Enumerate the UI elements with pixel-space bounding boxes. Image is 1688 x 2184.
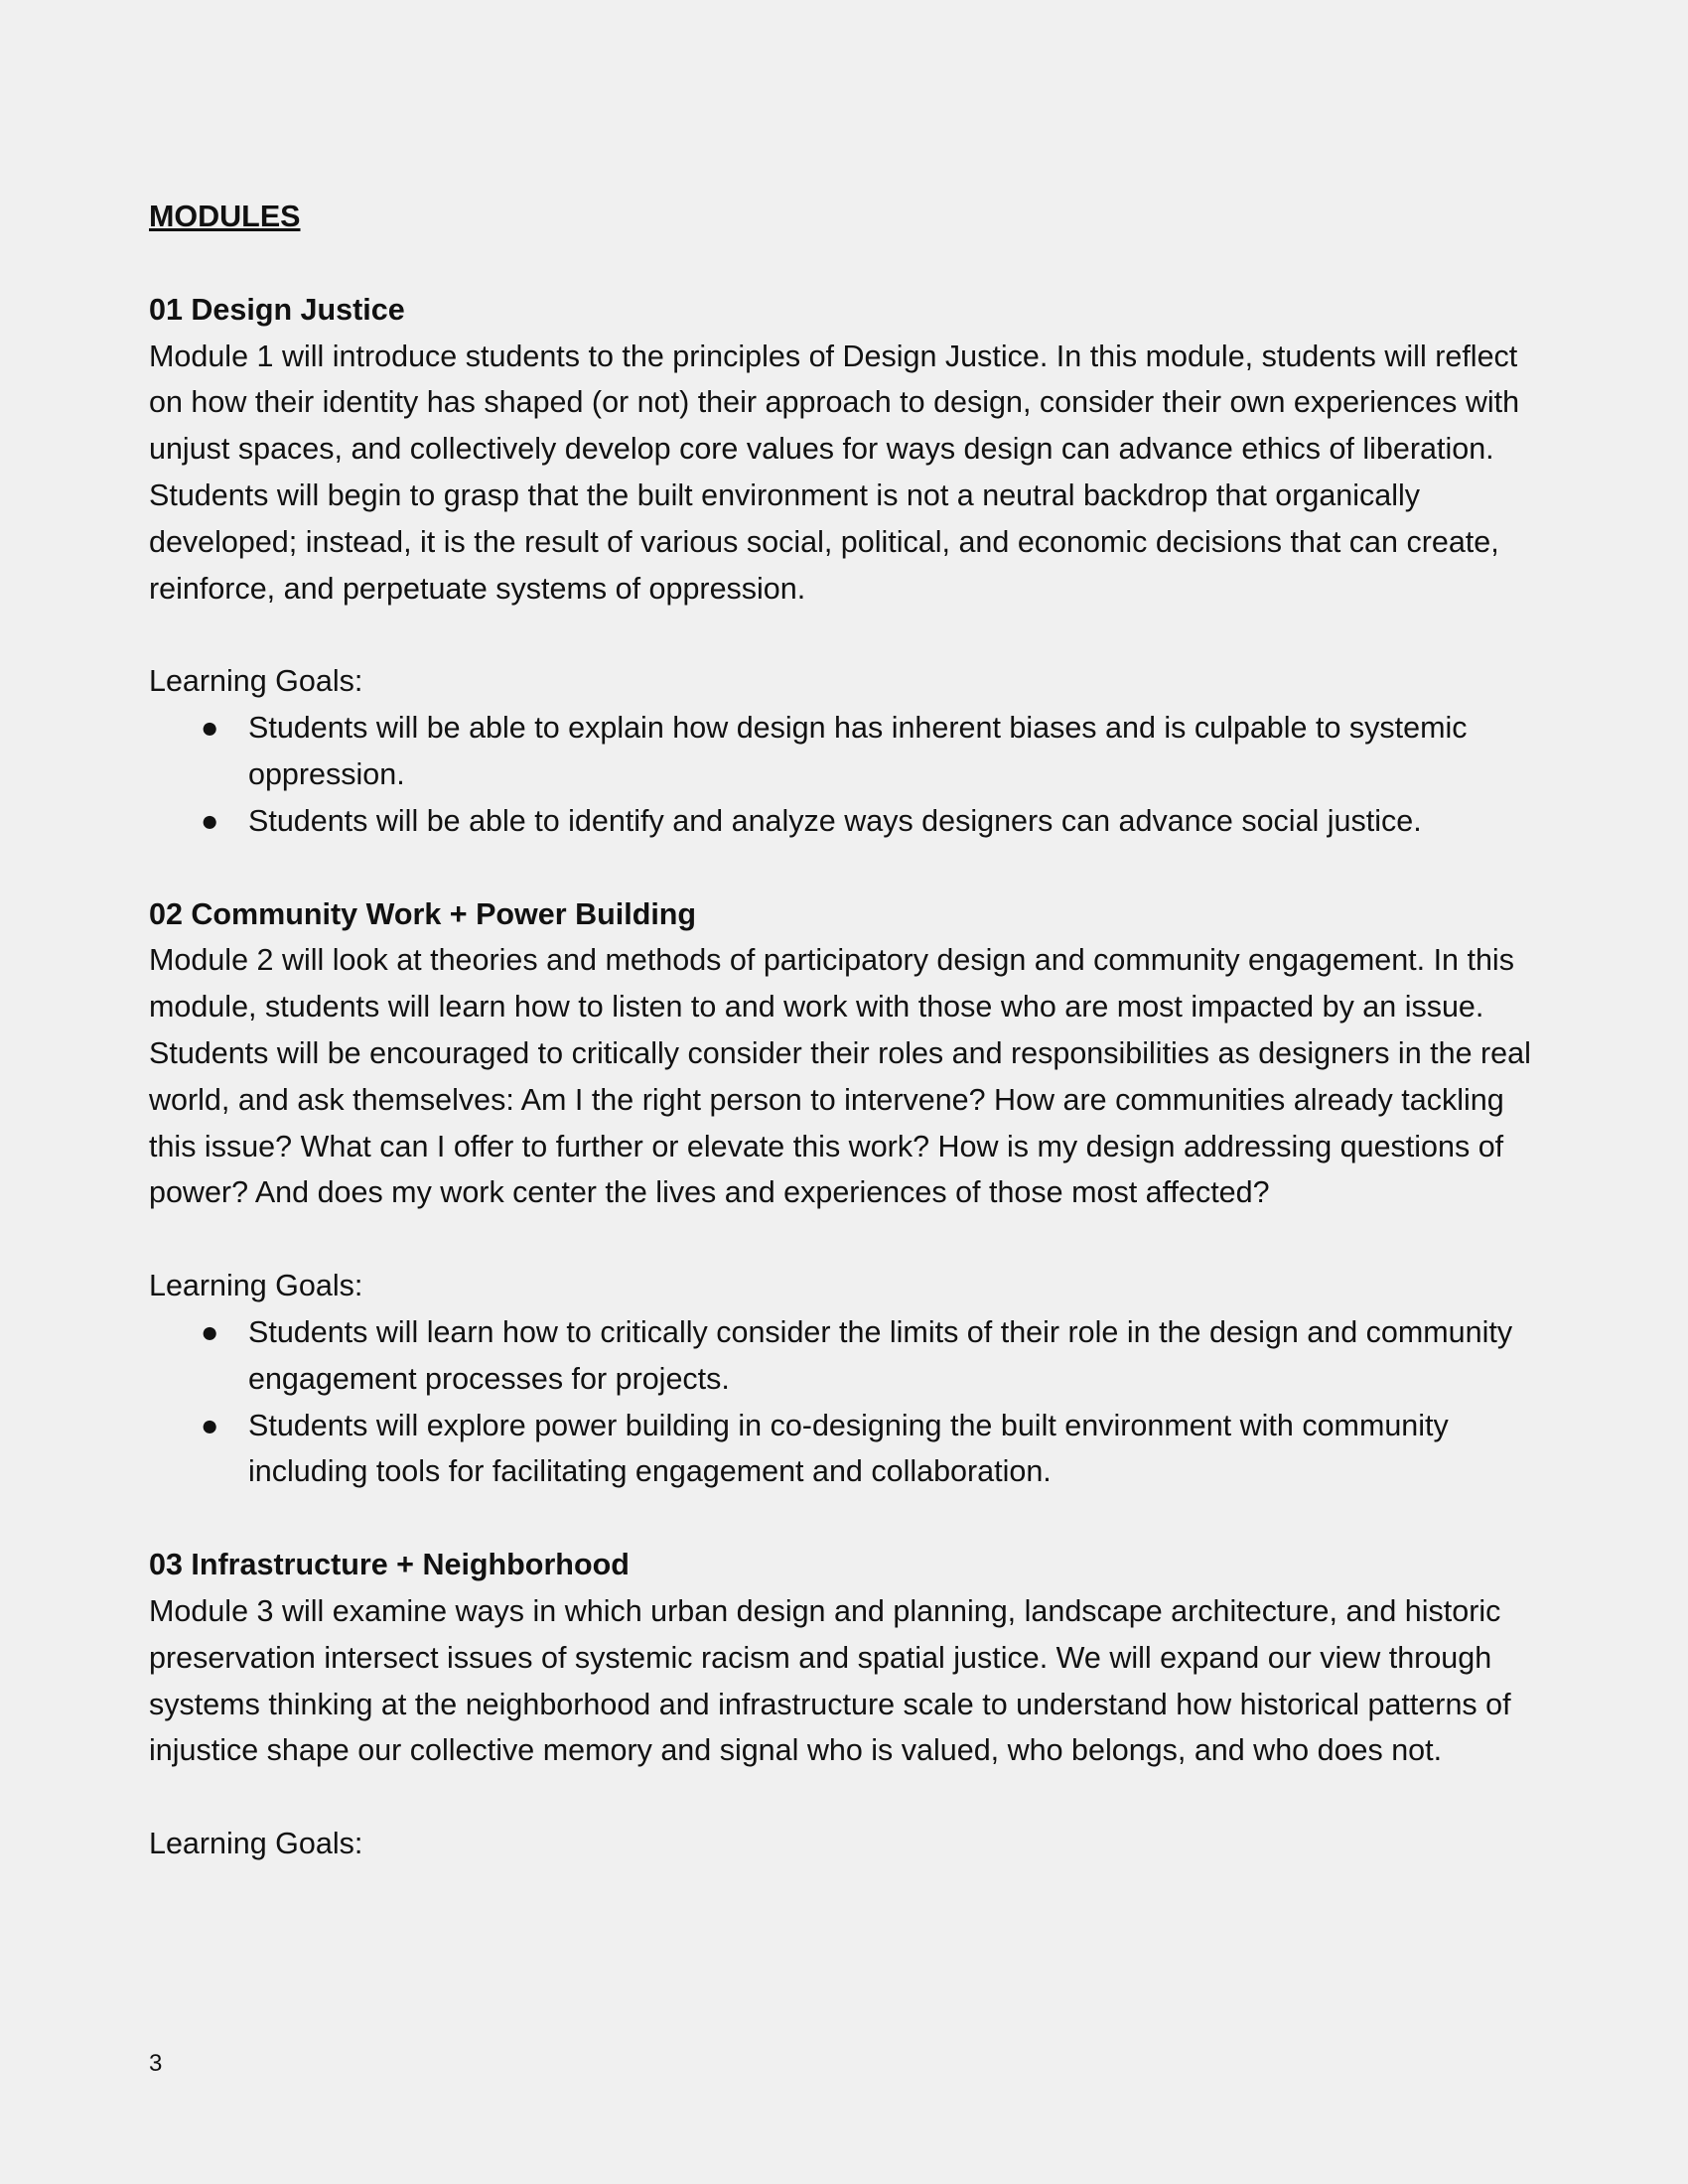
bullet-icon: ● (201, 711, 219, 746)
learning-goals-label: Learning Goals: (149, 1269, 363, 1303)
learning-goals-label: Learning Goals: (149, 664, 363, 699)
bullet-icon: ● (201, 803, 219, 838)
learning-goal-text: Students will explore power building in co-designing the built environment with community including tools for facilitating engagement and collaboration. (248, 1408, 1449, 1489)
bullet-icon: ● (201, 1408, 219, 1442)
learning-goal-text: Students will be able to explain how design has inherent biases and is culpable to systemic oppression. (248, 711, 1468, 791)
module-description: Module 1 will introduce students to the principles of Design Justice. In this module, students will reflect on how their identity has shaped (or not) their approach to design, consider their own experiences with unjust spaces, and collectively develop core values for ways design can advance ethics of liberation. Students will begin to grasp that the built environment is not a neutral backdrop that organically developed; instead, it is the result of various social, political, and economic decisions that can create, reinforce, and perpetuate systems of oppression. (149, 339, 1520, 606)
learning-goal-item (149, 1309, 1549, 1403)
page-number: 3 (149, 2050, 163, 2077)
document-page (149, 194, 1549, 1914)
module-description: Module 2 will look at theories and methods of participatory design and community engagement. In this module, students will learn how to listen to and work with those who are most impacted by an issue. Students will be encouraged to critically consider their roles and responsibilities as designers in the real world, and ask themselves: Am I the right person to intervene? How are communities already tackling this issue? What can I offer to further or elevate this work? How is my design addressing questions of power? And does my work center the lives and experiences of those most affected? (149, 943, 1531, 1210)
module-03 (149, 1542, 1549, 1867)
section-title: MODULES (149, 200, 301, 233)
learning-goals-list (149, 705, 1549, 844)
module-01 (149, 287, 1549, 845)
learning-goal-item (149, 705, 1549, 798)
module-heading: 03 Infrastructure + Neighborhood (149, 1548, 630, 1582)
learning-goals-list (149, 1309, 1549, 1495)
learning-goal-text: Students will learn how to critically consider the limits of their role in the design and community engagement processes for projects. (248, 1314, 1513, 1396)
learning-goal-text: Students will be able to identify and analyze ways designers can advance social justice. (248, 803, 1422, 838)
learning-goals-label: Learning Goals: (149, 1827, 363, 1861)
module-description: Module 3 will examine ways in which urban design and planning, landscape architecture, and historic preservation intersect issues of systemic racism and spatial justice. We will expand our view through systems thinking at the neighborhood and infrastructure scale to understand how historical patterns of injustice shape our collective memory and signal who is valued, who belongs, and who does not. (149, 1593, 1511, 1768)
learning-goal-item (149, 1403, 1549, 1496)
module-02 (149, 891, 1549, 1496)
module-heading: 01 Design Justice (149, 292, 405, 327)
learning-goal-item (149, 798, 1549, 845)
bullet-icon: ● (201, 1314, 219, 1349)
module-heading: 02 Community Work + Power Building (149, 896, 697, 931)
